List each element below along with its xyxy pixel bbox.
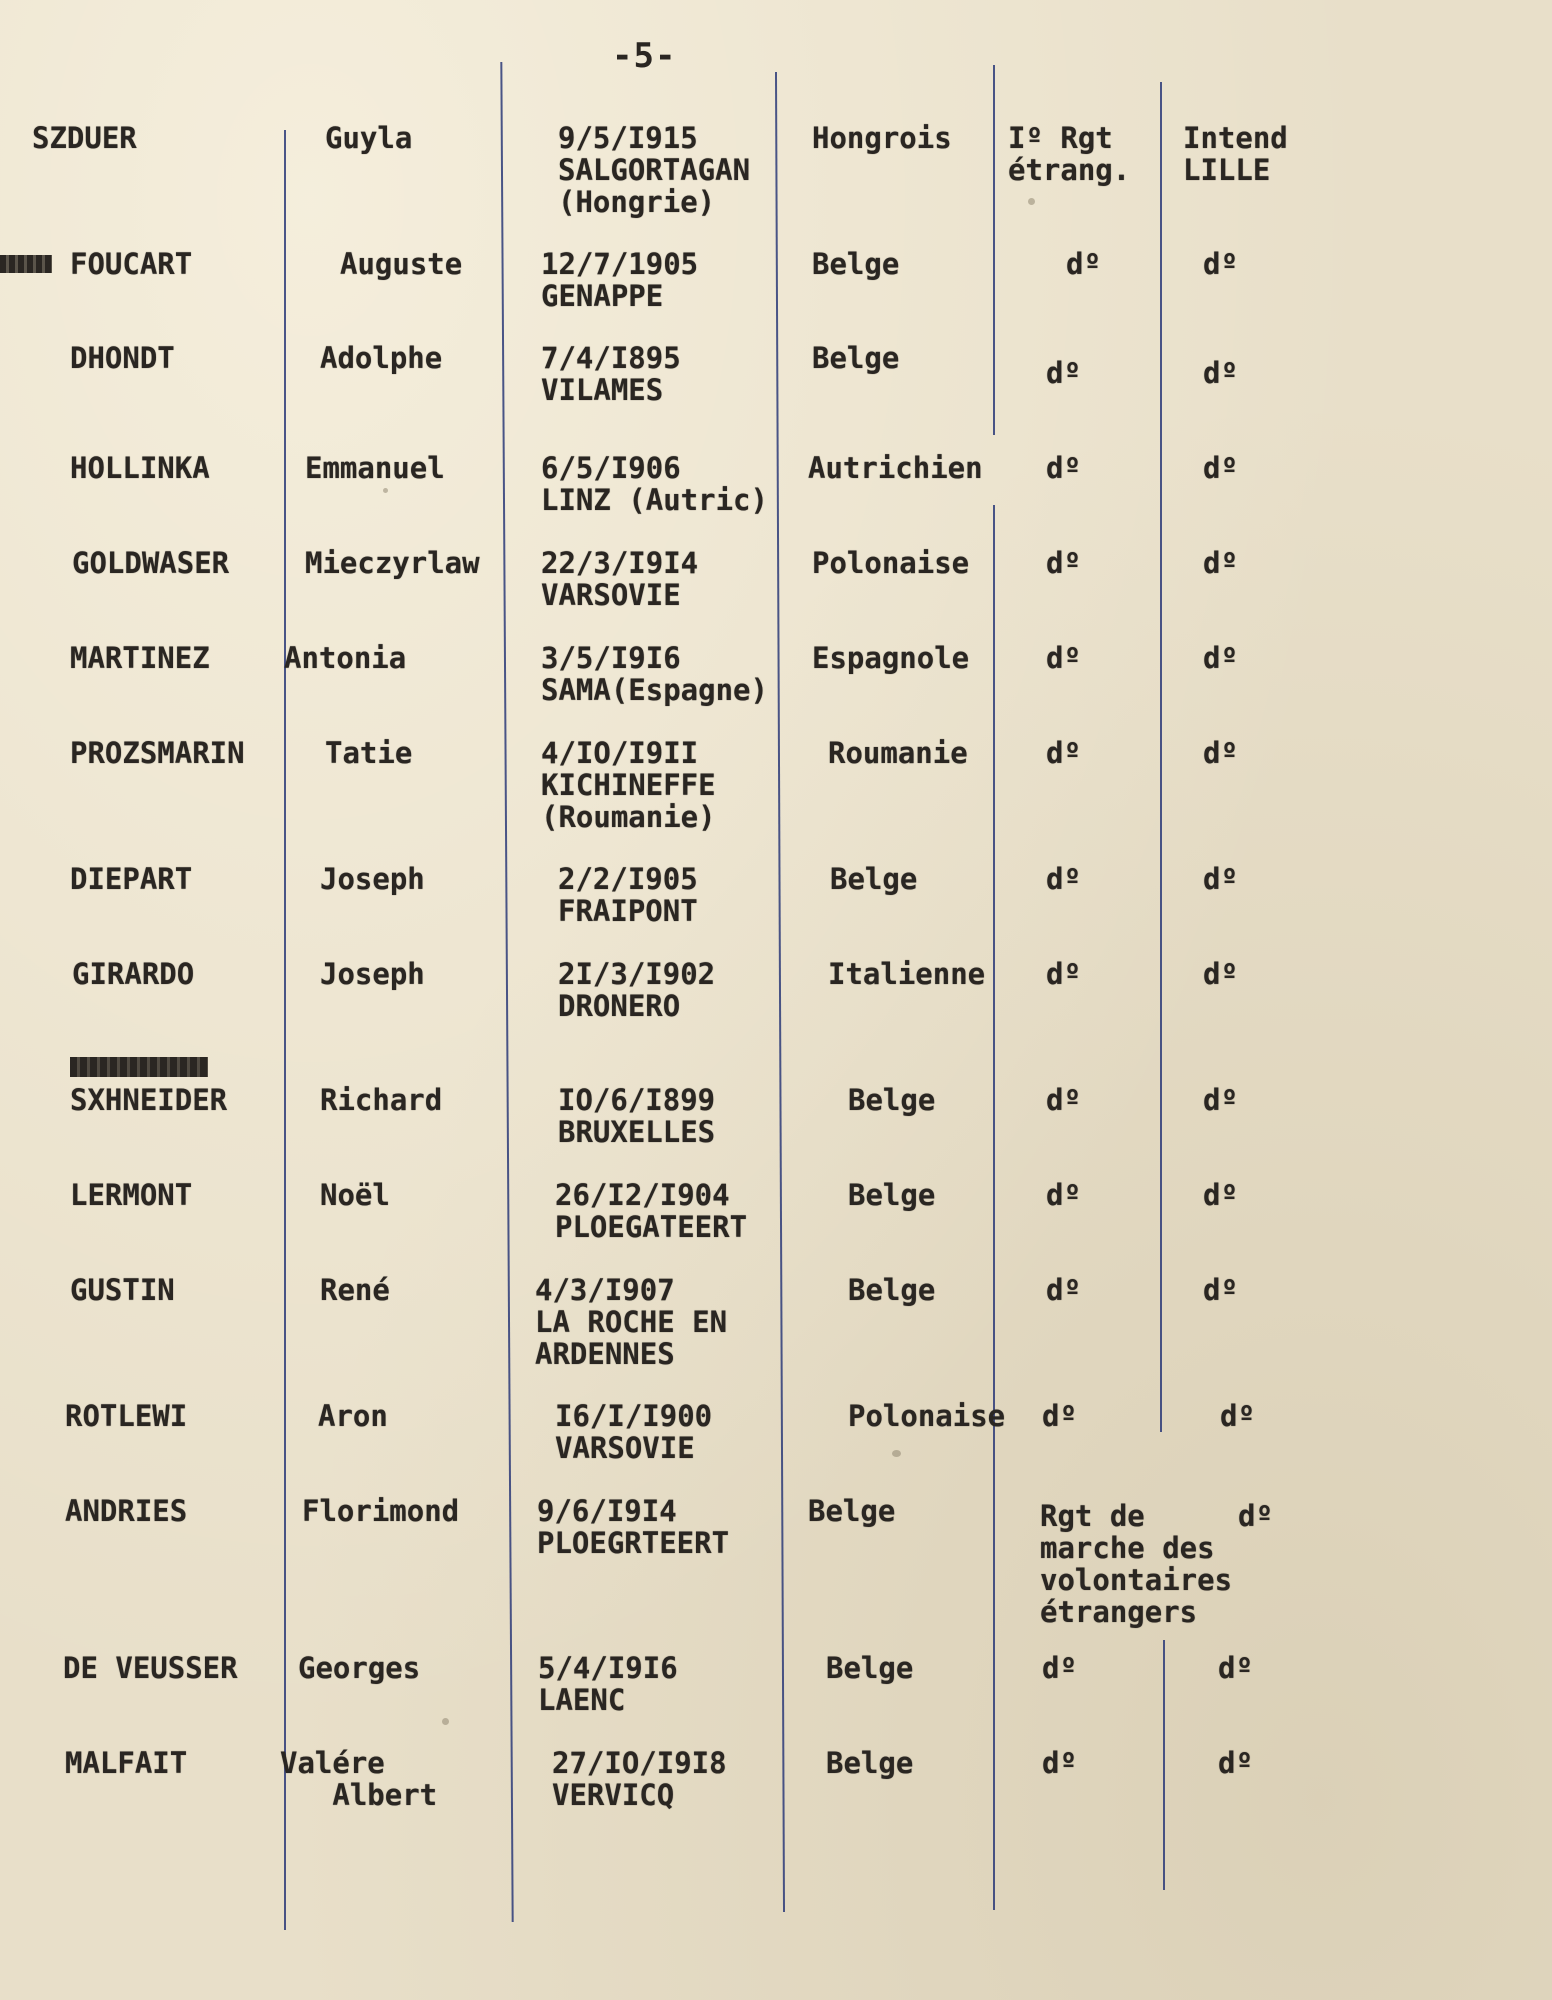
firstname-cell: Florimond	[302, 1494, 460, 1528]
destination-cell: dº	[1203, 1273, 1238, 1307]
surname-cell: DHONDT	[70, 341, 175, 375]
nationality-cell: Polonaise	[812, 546, 970, 580]
unit-cell: dº	[1066, 247, 1101, 281]
nationality-cell: Italienne	[828, 957, 986, 991]
unit-cell: dº	[1046, 862, 1081, 896]
nationality-cell: Belge	[826, 1651, 914, 1685]
paper-speck	[442, 1718, 449, 1725]
destination-cell: dº	[1238, 1499, 1273, 1533]
unit-cell: dº	[1046, 641, 1081, 675]
birth-cell: 12/7/1905 GENAPPE	[541, 247, 699, 313]
destination-cell: dº	[1203, 957, 1238, 991]
struck-out-text	[70, 1057, 208, 1077]
nationality-cell: Espagnole	[812, 641, 970, 675]
unit-cell: dº	[1042, 1651, 1077, 1685]
surname-cell: FOUCART	[70, 247, 193, 281]
column-rule	[993, 65, 995, 435]
nationality-cell: Hongrois	[812, 121, 952, 155]
nationality-cell: Belge	[848, 1083, 936, 1117]
firstname-cell: Guyla	[325, 121, 413, 155]
surname-cell: ROTLEWI	[65, 1399, 188, 1433]
column-rule	[1163, 1640, 1165, 1890]
birth-cell: 7/4/I895 VILAMES	[541, 341, 681, 407]
surname-cell: GUSTIN	[70, 1273, 175, 1307]
surname-cell: DIEPART	[70, 862, 193, 896]
destination-cell: dº	[1203, 356, 1238, 390]
surname-cell: SXHNEIDER	[70, 1083, 228, 1117]
unit-cell: dº	[1046, 1178, 1081, 1212]
destination-cell: dº	[1203, 247, 1238, 281]
birth-cell: 4/IO/I9II KICHINEFFE (Roumanie)	[541, 736, 716, 834]
nationality-cell: Belge	[808, 1494, 896, 1528]
firstname-cell: Mieczyrlaw	[305, 546, 480, 580]
destination-cell: Intend LILLE	[1183, 121, 1288, 187]
column-rule	[993, 505, 995, 1910]
column-rule	[1160, 82, 1162, 1432]
paper-speck	[892, 1450, 901, 1457]
firstname-cell: Auguste	[340, 247, 463, 281]
nationality-cell: Autrichien	[808, 451, 983, 485]
unit-cell: Iº Rgt étrang.	[1008, 121, 1131, 187]
firstname-cell: Georges	[298, 1651, 421, 1685]
destination-cell: dº	[1218, 1651, 1253, 1685]
column-rule	[500, 62, 513, 1922]
firstname-cell: Adolphe	[320, 341, 443, 375]
firstname-cell: Valére Albert	[280, 1746, 438, 1812]
destination-cell: dº	[1218, 1746, 1253, 1780]
unit-cell: dº	[1046, 736, 1081, 770]
unit-cell: dº	[1046, 1273, 1081, 1307]
firstname-cell: Noël	[320, 1178, 390, 1212]
firstname-cell: Antonia	[284, 641, 407, 675]
birth-cell: 4/3/I907 LA ROCHE EN ARDENNES	[535, 1273, 728, 1371]
nationality-cell: Roumanie	[828, 736, 968, 770]
destination-cell: dº	[1203, 862, 1238, 896]
destination-cell: dº	[1220, 1399, 1255, 1433]
birth-cell: 9/6/I9I4 PLOEGRTEERT	[537, 1494, 730, 1560]
firstname-cell: Richard	[320, 1083, 443, 1117]
nationality-cell: Belge	[848, 1178, 936, 1212]
nationality-cell: Belge	[830, 862, 918, 896]
birth-cell: I6/I/I900 VARSOVIE	[555, 1399, 713, 1465]
surname-cell: MALFAIT	[65, 1746, 188, 1780]
destination-cell: dº	[1203, 736, 1238, 770]
birth-cell: 2I/3/I902 DRONERO	[558, 957, 716, 1023]
birth-cell: 3/5/I9I6 SAMA(Espagne)	[541, 641, 768, 707]
birth-cell: 2/2/I905 FRAIPONT	[558, 862, 698, 928]
birth-cell: 27/IO/I9I8 VERVICQ	[552, 1746, 727, 1812]
unit-cell: dº	[1046, 1083, 1081, 1117]
surname-cell: DE VEUSSER	[63, 1651, 238, 1685]
birth-cell: 22/3/I9I4 VARSOVIE	[541, 546, 699, 612]
surname-cell: PROZSMARIN	[70, 736, 245, 770]
column-rule	[775, 72, 785, 1912]
destination-cell: dº	[1203, 451, 1238, 485]
unit-cell: dº	[1042, 1399, 1077, 1433]
paper-speck	[383, 488, 388, 493]
unit-cell: dº	[1046, 957, 1081, 991]
unit-cell: dº	[1046, 356, 1081, 390]
unit-cell: dº	[1046, 546, 1081, 580]
nationality-cell: Polonaise	[848, 1399, 1006, 1433]
birth-cell: 5/4/I9I6 LAENC	[538, 1651, 678, 1717]
destination-cell: dº	[1203, 641, 1238, 675]
birth-cell: 6/5/I906 LINZ (Autric)	[541, 451, 768, 517]
firstname-cell: Aron	[318, 1399, 388, 1433]
destination-cell: dº	[1203, 1083, 1238, 1117]
column-rule	[284, 130, 286, 1930]
unit-cell: dº	[1042, 1746, 1077, 1780]
firstname-cell: Joseph	[320, 957, 425, 991]
page-number: -5-	[612, 36, 677, 76]
birth-cell: 26/I2/I904 PLOEGATEERT	[555, 1178, 748, 1244]
nationality-cell: Belge	[812, 247, 900, 281]
nationality-cell: Belge	[848, 1273, 936, 1307]
nationality-cell: Belge	[812, 341, 900, 375]
surname-cell: GOLDWASER	[72, 546, 230, 580]
unit-cell: Rgt de marche des volontaires étrangers	[1040, 1499, 1233, 1629]
surname-cell: ANDRIES	[65, 1494, 188, 1528]
surname-cell: MARTINEZ	[70, 641, 210, 675]
margin-strikeout	[0, 255, 52, 273]
birth-cell: IO/6/I899 BRUXELLES	[558, 1083, 716, 1149]
surname-cell: HOLLINKA	[70, 451, 210, 485]
surname-cell: GIRARDO	[72, 957, 195, 991]
unit-cell: dº	[1046, 451, 1081, 485]
nationality-cell: Belge	[826, 1746, 914, 1780]
destination-cell: dº	[1203, 1178, 1238, 1212]
firstname-cell: Joseph	[320, 862, 425, 896]
firstname-cell: René	[320, 1273, 390, 1307]
paper-speck	[1028, 198, 1035, 205]
firstname-cell: Tatie	[325, 736, 413, 770]
surname-cell: SZDUER	[32, 121, 137, 155]
birth-cell: 9/5/I915 SALGORTAGAN (Hongrie)	[558, 121, 751, 219]
surname-cell: LERMONT	[70, 1178, 193, 1212]
destination-cell: dº	[1203, 546, 1238, 580]
firstname-cell: Emmanuel	[305, 451, 445, 485]
